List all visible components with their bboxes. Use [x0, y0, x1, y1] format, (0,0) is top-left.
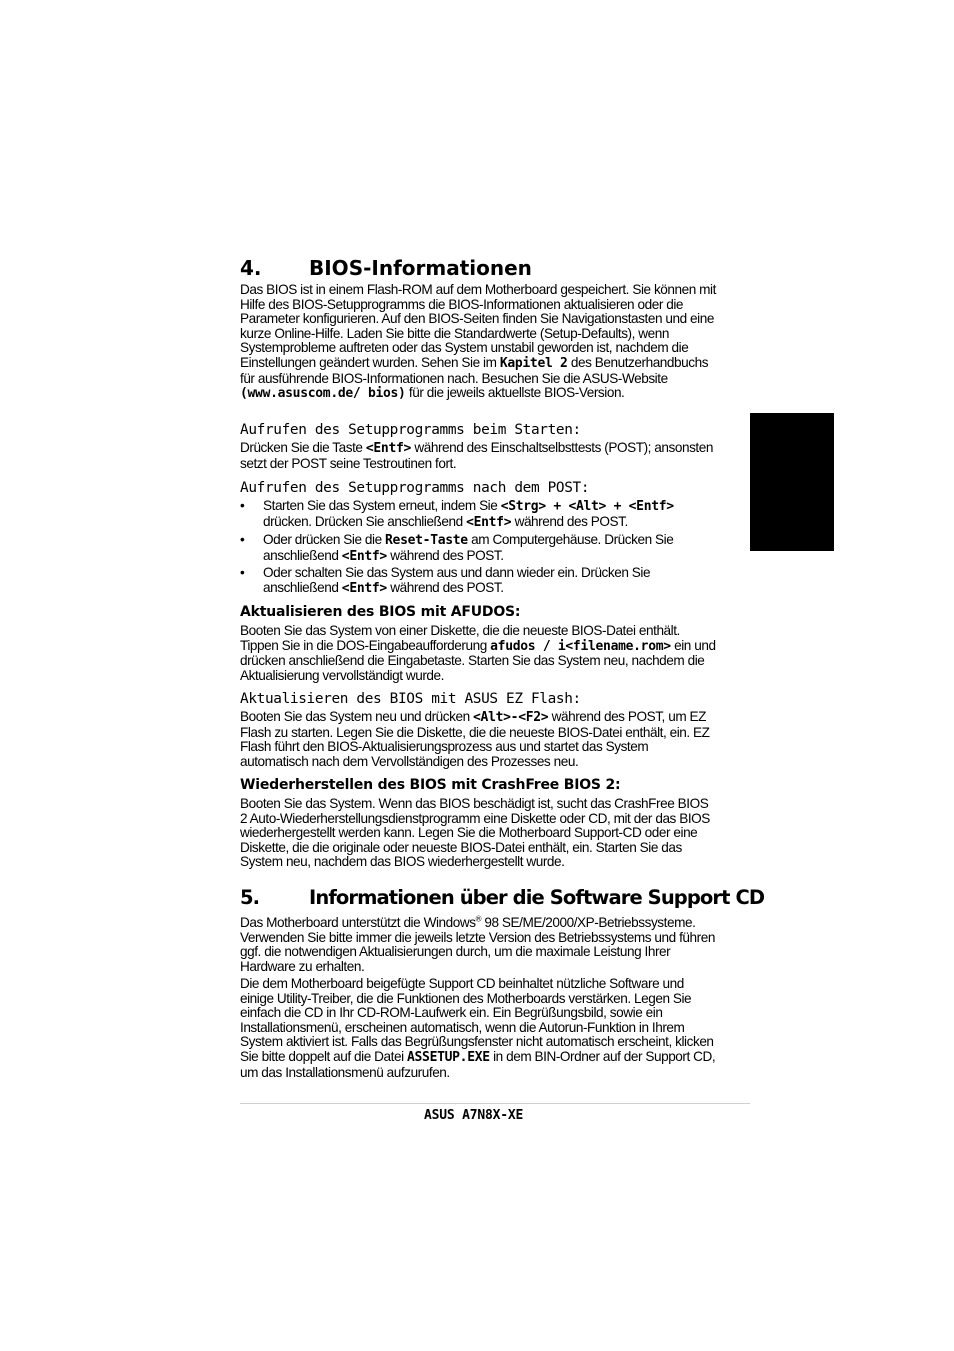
body-text: drücken. Drücken Sie anschließend — [263, 513, 467, 529]
keyword-text: <Entf> — [466, 514, 512, 530]
body-text: in dem BIN-Ordner auf der Support CD, um das Installationsmenü aufzurufen. — [240, 1048, 716, 1080]
body-text: ein und drücken anschließend die Eingabetaste. Starten Sie das System neu, nachdem die Aktualisierung vervollständigt wurde. — [240, 637, 716, 683]
support-cd-text-a: Das Motherboard unterstützt die Windows — [240, 915, 476, 930]
section-4-heading — [240, 256, 740, 280]
body-text: während des POST. — [386, 547, 504, 563]
body-text: Booten Sie das System neu und drücken — [240, 709, 474, 724]
bullet-marker: • — [240, 498, 245, 513]
body-text: für die jeweils aktuellste BIOS-Version. — [405, 385, 625, 401]
keyword-text: Reset-Taste — [385, 533, 468, 548]
post-bullet-text — [263, 566, 720, 596]
body-text: Oder schalten Sie das System aus und dann wieder ein. Drücken Sie anschließend — [263, 565, 651, 595]
afudos-text — [240, 624, 718, 683]
body-text: Oder drücken Sie die — [263, 532, 386, 547]
bullet-marker: • — [240, 565, 245, 580]
registered-mark: ® — [475, 914, 482, 924]
support-cd-paragraph-2 — [240, 977, 718, 1080]
section-4-title: BIOS-Informationen — [309, 256, 532, 280]
keyword-text: <Alt>-<F2> — [473, 710, 549, 725]
body-text: Booten Sie das System von einer Diskette, die die neueste BIOS-Datei enthält. Tippen Sie in die DOS-Eingabeaufforderung — [240, 623, 680, 653]
crashfree-text — [240, 797, 718, 870]
boot-setup-heading: Aufrufen des Setupprogramms beim Starten: — [240, 422, 581, 438]
ezflash-heading: Aktualisieren des BIOS mit ASUS EZ Flash: — [240, 691, 581, 707]
keyword-text: <Entf> — [341, 548, 387, 564]
keyword-text: afudos / i<filename.rom> — [490, 638, 671, 654]
footer-model-name: ASUS A7N8X-XE — [424, 1108, 524, 1123]
body-text: Booten Sie das System. Wenn das BIOS beschädigt ist, sucht das CrashFree BIOS 2 Auto-Wiederherstellungsdienstprogramm eine Diskette oder CD, mit der das BIOS wiederhergestellt werden kann. Legen Sie die Motherboard Support-CD oder eine Diskette, die die originale oder neueste BIOS-Datei enthält, ein. Starten Sie das System neu, nachdem das BIOS wiederhergestellt wurde. — [240, 796, 710, 870]
post-bullet-3 — [240, 566, 720, 596]
body-text: Drücken Sie die Taste — [240, 440, 366, 455]
keyword-text: <Entf> — [365, 441, 412, 456]
bios-intro-paragraph — [240, 283, 718, 402]
post-bullet-text — [263, 499, 720, 530]
bullet-marker: • — [240, 532, 245, 547]
keyword-text: <Strg> + <Alt> + <Entf> — [500, 499, 674, 514]
body-text: während des POST. — [386, 579, 504, 595]
keyword-text: ASSETUP.EXE — [406, 1049, 490, 1065]
body-text: des Benutzerhandbuchs für ausführende BIOS-Informationen nach. Besuchen Sie die ASUS-Website — [240, 354, 709, 386]
body-text: Das BIOS ist in einem Flash-ROM auf dem Motherboard gespeichert. Sie können mit Hilfe des BIOS-Setupprogramms die BIOS-Informationen aktualisieren oder die Parameter konfigurieren. Auf den BIOS-Seiten finden Sie Navigationstasten und eine kurze Online-Hilfe. Laden Sie bitte die Standardwerte (Setup-Defaults), wenn Systemprobleme auftreten oder das System unstabil geworden ist, nachdem die Einstellungen geändert wurden. Sehen Sie im — [240, 282, 716, 370]
post-bullet-1 — [240, 499, 720, 530]
body-text: am Computergehäuse. Drücken Sie anschließend — [263, 532, 674, 563]
boot-setup-text — [240, 441, 718, 471]
keyword-text: Kapitel 2 — [499, 355, 568, 371]
section-5-heading — [240, 886, 765, 910]
support-cd-text-b: 98 SE/ME/2000/XP-Betriebssysteme. Verwenden Sie bitte immer die jeweils letzte Version des Betriebssystems und führen ggf. die notwendigen Aktualisierungen durch, um die maximale Leistung Ihrer Hardware zu erhalten. — [240, 915, 715, 974]
post-bullet-text — [263, 533, 720, 564]
keyword-text: <Entf> — [341, 580, 387, 596]
afudos-heading: Aktualisieren des BIOS mit AFUDOS: — [240, 604, 521, 620]
support-cd-paragraph-1 — [240, 916, 718, 974]
crashfree-heading: Wiederherstellen des BIOS mit CrashFree BIOS 2: — [240, 777, 621, 793]
body-text: während des Einschaltselbsttests (POST); ansonsten setzt der POST seine Testroutinen fort. — [240, 440, 713, 471]
body-text: während des POST, um EZ Flash zu starten. Legen Sie die Diskette, die die neueste BIOS-Datei enthält, ein. EZ Flash führt den BIOS-Aktualisierungsprozess aus und startet das System automatisch nach dem Vervollständigen des Prozesses neu. — [240, 709, 710, 769]
section-4-number: 4. — [240, 256, 262, 280]
language-tab-marker — [750, 413, 834, 551]
section-5-title: Informationen über die Software Support CD — [309, 886, 765, 909]
footer-rule — [240, 1103, 750, 1104]
post-bullet-2 — [240, 533, 720, 564]
body-text: Die dem Motherboard beigefügte Support CD beinhaltet nützliche Software und einige Utility-Treiber, die die Funktionen des Motherboards verstärken. Legen Sie einfach die CD in Ihr CD-ROM-Laufwerk ein. Ein Begrüßungsbild, sowie ein Installationsmenü, erscheinen automatisch, wenn die Autorun-Funktion in Ihrem System aktiviert ist. Falls das Begrüßungsfenster nicht automatisch erscheint, klicken Sie bitte doppelt auf die Datei — [240, 976, 714, 1064]
body-text: Starten Sie das System erneut, indem Sie — [263, 498, 501, 513]
post-setup-heading: Aufrufen des Setupprogramms nach dem POST: — [240, 480, 590, 496]
section-5-number: 5. — [240, 886, 260, 909]
keyword-text: (www.asuscom.de/ bios) — [240, 386, 406, 402]
ezflash-text — [240, 710, 718, 769]
body-text: während des POST. — [511, 513, 628, 529]
